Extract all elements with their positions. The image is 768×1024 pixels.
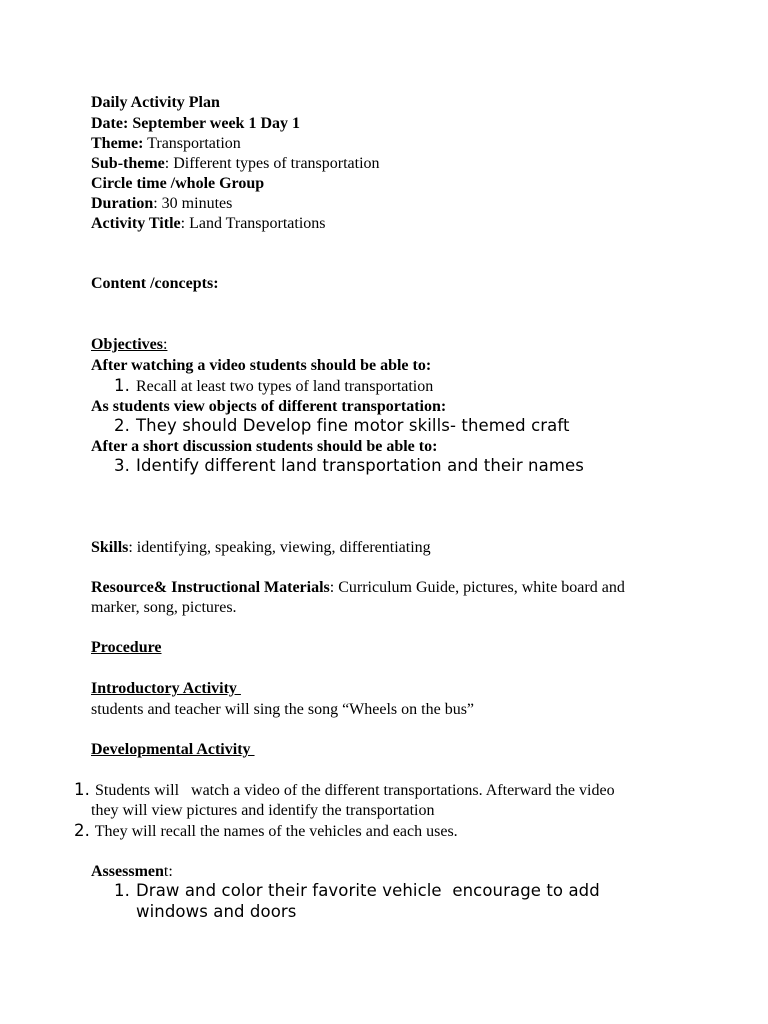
developmental-item-2 <box>74 821 458 842</box>
objective-text: They should Develop fine motor skills- themed craft <box>136 416 570 435</box>
objective-item-2 <box>114 416 570 436</box>
objectives-heading-line <box>91 335 167 355</box>
assessment-label: Assessmen <box>91 863 164 880</box>
duration-line <box>91 194 232 214</box>
objective-item-1 <box>114 376 433 397</box>
introductory-text: students and teacher will sing the song “Wheels on the bus” <box>91 701 475 718</box>
developmental-text: Students will watch a video of the different transportations. Afterward the video <box>91 782 615 799</box>
assessment-item-1 <box>114 881 600 901</box>
resources-label: Resource& Instructional Materials <box>91 579 330 596</box>
developmental-item-1-cont: they will view pictures and identify the transportation <box>91 802 435 819</box>
circle-time: Circle time /whole Group <box>91 175 265 192</box>
duration-label: Duration <box>91 195 154 212</box>
procedure-heading: Procedure <box>91 639 162 656</box>
developmental-text: They will recall the names of the vehicles and each uses. <box>91 823 458 840</box>
skills-label: Skills <box>91 539 129 556</box>
introductory-heading: Introductory Activity <box>91 680 241 697</box>
objective-intro-1: After watching a video students should be able to: <box>91 357 432 374</box>
objectives-heading-colon: : <box>162 336 168 353</box>
activity-title-label: Activity Title <box>91 215 181 232</box>
plan-title: Daily Activity Plan <box>91 94 220 111</box>
theme-value: Transportation <box>143 135 241 152</box>
assessment-label-rest: t: <box>163 863 173 880</box>
objective-item-3 <box>114 456 584 476</box>
subtheme-label: Sub-theme <box>91 155 165 172</box>
theme-label: Theme: <box>91 135 144 152</box>
assessment-heading-line <box>91 862 173 882</box>
subtheme-line <box>91 154 380 174</box>
developmental-item-1 <box>74 780 615 801</box>
plan-date: Date: September week 1 Day 1 <box>91 115 300 132</box>
duration-value: : 30 minutes <box>153 195 233 212</box>
skills-line <box>91 538 431 558</box>
objective-number: 2. <box>114 416 130 435</box>
developmental-heading: Developmental Activity <box>91 741 255 758</box>
objective-intro-2: As students view objects of different transportation: <box>91 398 447 415</box>
theme-line <box>91 134 241 154</box>
objective-text: Recall at least two types of land transportation <box>136 378 434 395</box>
assessment-number: 1. <box>114 881 130 900</box>
objective-number: 3. <box>114 456 130 475</box>
assessment-item-1-cont: windows and doors <box>136 902 297 921</box>
objective-text: Identify different land transportation and their names <box>136 456 584 475</box>
resources-line-1 <box>91 578 625 598</box>
developmental-number: 1. <box>74 780 90 799</box>
objective-intro-3: After a short discussion students should be able to: <box>91 438 438 455</box>
subtheme-value: : Different types of transportation <box>164 155 380 172</box>
activity-title-line <box>91 214 326 234</box>
objectives-heading: Objectives <box>91 336 163 353</box>
resources-value: : Curriculum Guide, pictures, white board and <box>329 579 625 596</box>
resources-line-2: marker, song, pictures. <box>91 599 237 616</box>
objective-number: 1. <box>114 376 130 395</box>
skills-value: : identifying, speaking, viewing, differentiating <box>128 539 431 556</box>
content-concepts-heading: Content /concepts: <box>91 275 219 292</box>
activity-title-value: : Land Transportations <box>180 215 326 232</box>
developmental-number: 2. <box>74 821 90 840</box>
assessment-text: Draw and color their favorite vehicle encourage to add <box>136 881 600 900</box>
